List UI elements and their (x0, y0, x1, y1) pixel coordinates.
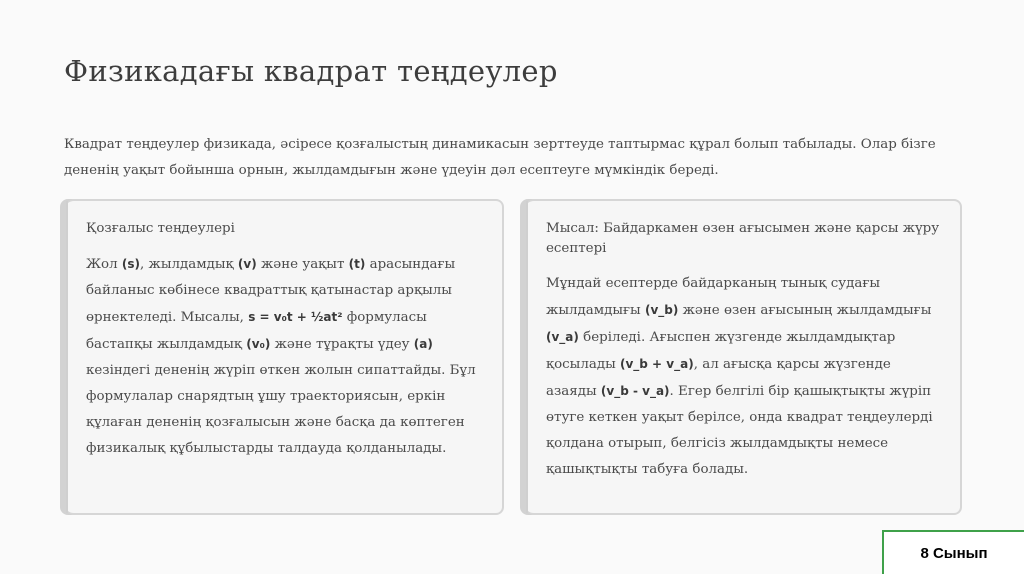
body-text: арасындағы байланыс көбінесе квадраттық қатынастар арқылы өрнектеледі. Мысалы, (86, 257, 456, 325)
card-body (546, 271, 944, 483)
body-text: және өзен ағысының жылдамдығы (678, 303, 932, 318)
card-body (86, 251, 486, 462)
card-motion-equations (66, 199, 504, 515)
card-heading: Қозғалыс теңдеулері (86, 221, 235, 236)
card-kayak-example (526, 199, 962, 515)
body-text: Жол (86, 257, 122, 272)
body-text: кезіндегі дененің жүріп өткен жолын сипаттайды. Бұл формулалар снарядтың ұшу траекториясын, еркін құлаған дененің қозғалысын және басқа да көптеген физикалық құбылыстарды талдауда қолданылады. (86, 363, 476, 456)
body-text: , ал ағысқа қарсы жүзгенде азаяды (546, 357, 891, 399)
card-heading: Мысал: Байдаркамен өзен ағысымен және қарсы жүру есептері (546, 221, 940, 256)
body-text: және тұрақты үдеу (270, 337, 414, 352)
variable-a: (a) (413, 337, 433, 351)
intro-paragraph: Квадрат теңдеулер физикада, әсіресе қозғалыстың динамикасын зерттеуде таптырмас құрал болып табылады. Олар бізге дененің уақыт бойынша орнын, жылдамдығын және үдеуін дәл есептеуге мүмкіндік береді. (64, 137, 936, 178)
body-text: және уақыт (256, 257, 349, 272)
variable-sum: (v_b + v_a) (619, 357, 694, 371)
variable-vb: (v_b) (644, 303, 679, 317)
grade-badge: 8 Сынып (882, 530, 1024, 574)
formula: s = v₀t + ½at² (248, 310, 343, 324)
body-text: Мұндай есептерде байдарканың тынық судағы жылдамдығы (546, 276, 881, 318)
variable-v: (v) (237, 257, 257, 271)
body-text: , жылдамдық (140, 257, 238, 272)
body-text: формуласы бастапқы жылдамдық (86, 310, 427, 352)
body-text: . Егер белгілі бір қашықтықты жүріп өтуге кеткен уақыт берілсе, онда квадрат теңдеулерді қолдана отырып, белгісіз жылдамдықты немесе қашықтықты табуға болады. (546, 384, 933, 477)
variable-s: (s) (121, 257, 140, 271)
variable-v0: (v₀) (246, 337, 271, 351)
variable-va: (v_a) (546, 330, 579, 344)
variable-diff: (v_b - v_a) (600, 384, 670, 398)
slide-title: Физикадағы квадрат теңдеулер (64, 54, 558, 88)
variable-t: (t) (348, 257, 366, 271)
body-text: беріледі. Ағыспен жүзгенде жылдамдықтар қосылады (546, 330, 896, 372)
